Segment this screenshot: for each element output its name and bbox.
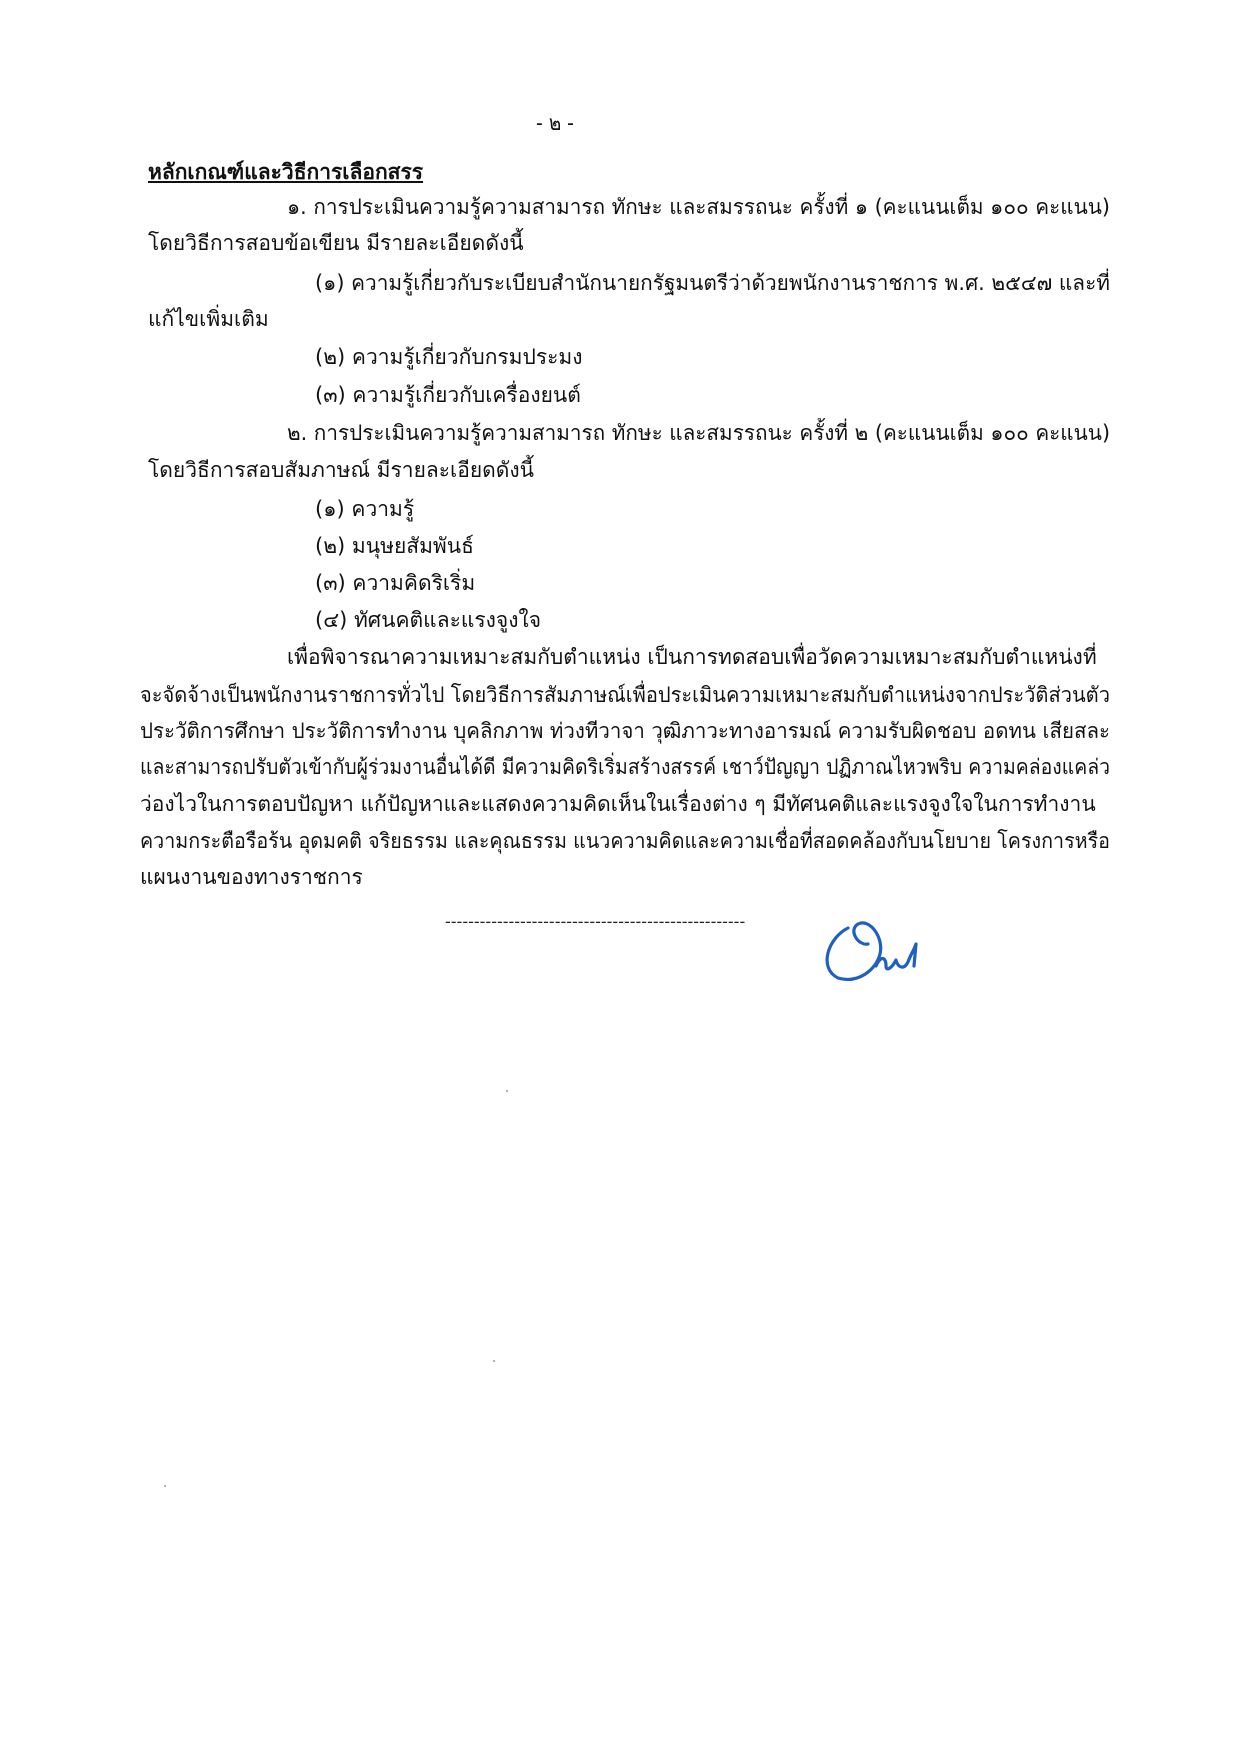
page-number: - ๒ -: [536, 111, 574, 135]
scan-speck: [506, 1090, 508, 1092]
section1-item3: (๓) ความรู้เกี่ยวกับเครื่องยนต์: [315, 383, 581, 407]
paragraph-line4: และสามารถปรับตัวเข้ากับผู้ร่วมงานอื่นได้ดี มีความคิดริเริ่มสร้างสรรค์ เชาว์ปัญญา ปฏิภาณไหวพริบ ความคล่องแคล่ว: [140, 755, 1110, 779]
paragraph-line6: ความกระตือรือร้น อุดมคติ จริยธรรม และคุณธรรม แนวความคิดและความเชื่อที่สอดคล้องกับนโยบาย โครงการหรือ: [140, 829, 1110, 853]
handwritten-signature: [818, 908, 948, 993]
paragraph-line5: ว่องไวในการตอบปัญหา แก้ปัญหาและแสดงความคิดเห็นในเรื่องต่าง ๆ มีทัศนคติและแรงจูงใจในการทำงาน: [140, 792, 1096, 816]
section1-item2: (๒) ความรู้เกี่ยวกับกรมประมง: [315, 345, 583, 369]
section2-intro-line1: ๒. การประเมินความรู้ความสามารถ ทักษะ และสมรรถนะ ครั้งที่ ๒ (คะแนนเต็ม ๑๐๐ คะแนน): [287, 421, 1111, 445]
paragraph-line7: แผนงานของทางราชการ: [140, 865, 363, 889]
section1-intro-line2: โดยวิธีการสอบข้อเขียน มีรายละเอียดดังนี้: [148, 231, 524, 255]
section-heading: หลักเกณฑ์และวิธีการเลือกสรร: [148, 160, 424, 184]
paragraph-line2: จะจัดจ้างเป็นพนักงานราชการทั่วไป โดยวิธีการสัมภาษณ์เพื่อประเมินความเหมาะสมกับตำแหน่งจากประวัติส่วนตัว: [140, 683, 1110, 707]
scan-speck: [164, 1485, 166, 1487]
scan-speck: [493, 1360, 495, 1362]
section2-intro-line2: โดยวิธีการสอบสัมภาษณ์ มีรายละเอียดดังนี้: [148, 458, 535, 482]
section1-item1-line2: แก้ไขเพิ่มเติม: [148, 307, 269, 331]
section2-item2: (๒) มนุษยสัมพันธ์: [315, 534, 474, 558]
section1-intro-line1: ๑. การประเมินความรู้ความสามารถ ทักษะ และสมรรถนะ ครั้งที่ ๑ (คะแนนเต็ม ๑๐๐ คะแนน): [287, 195, 1111, 219]
separator-dashes: ----------------------------------------------------: [445, 912, 746, 931]
paragraph-line1: เพื่อพิจารณาความเหมาะสมกับตำแหน่ง เป็นการทดสอบเพื่อวัดความเหมาะสมกับตำแหน่งที่: [287, 645, 1097, 669]
section2-item3: (๓) ความคิดริเริ่ม: [315, 571, 476, 595]
paragraph-line3: ประวัติการศึกษา ประวัติการทำงาน บุคลิกภาพ ท่วงทีวาจา วุฒิภาวะทางอารมณ์ ความรับผิดชอบ อดทน เสียสละ: [140, 719, 1111, 743]
section1-item1-line1: (๑) ความรู้เกี่ยวกับระเบียบสำนักนายกรัฐมนตรีว่าด้วยพนักงานราชการ พ.ศ. ๒๕๔๗ และที่: [315, 271, 1110, 295]
section2-item4: (๔) ทัศนคติและแรงจูงใจ: [315, 608, 542, 632]
signature-stroke: [827, 923, 916, 980]
section2-item1: (๑) ความรู้: [315, 497, 415, 521]
